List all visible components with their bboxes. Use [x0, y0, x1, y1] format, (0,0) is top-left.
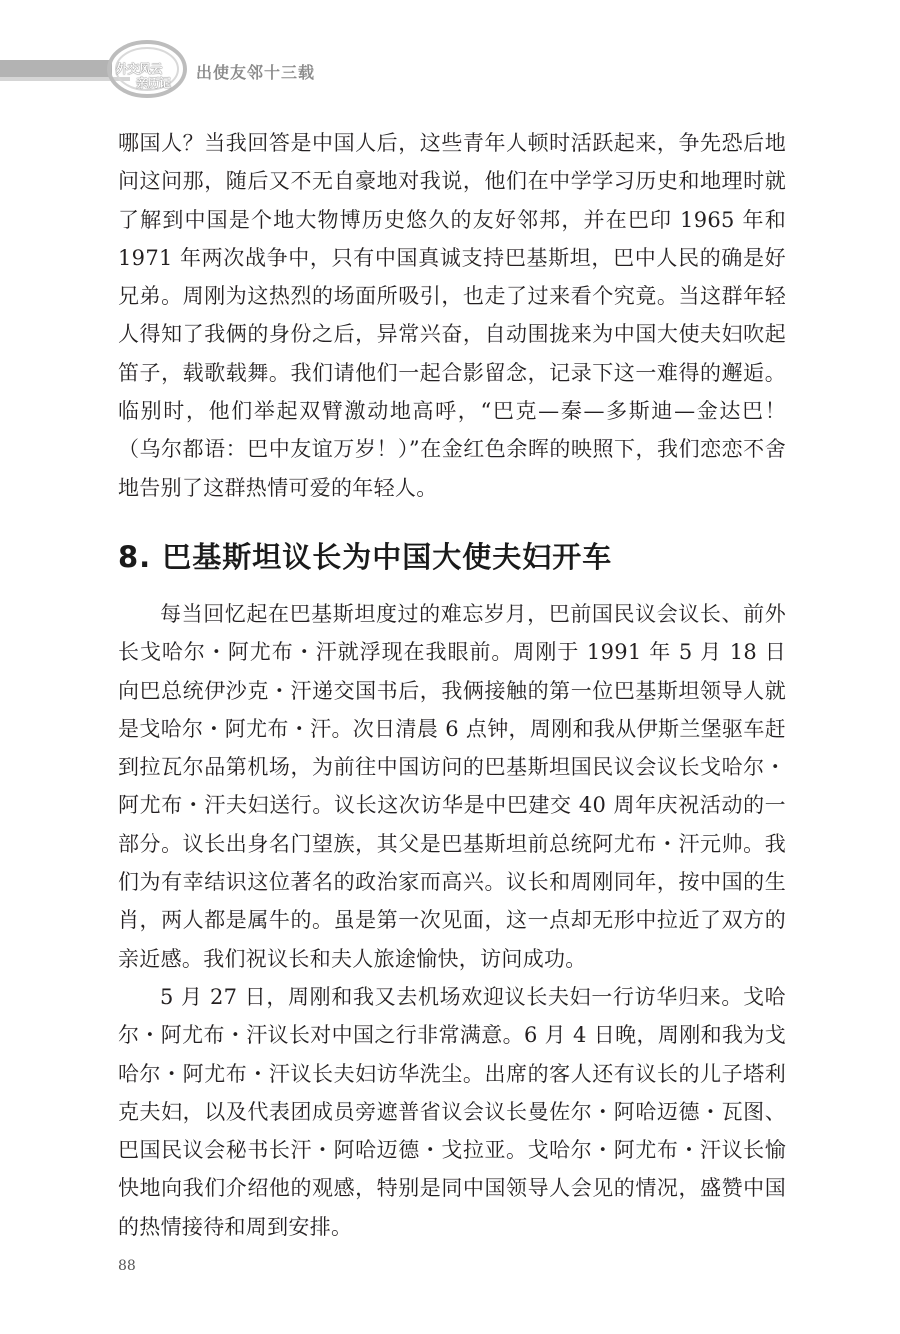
section-heading: 8. 巴基斯坦议长为中国大使夫妇开车 [118, 539, 613, 574]
series-name-line1: 外交风云 [116, 62, 163, 76]
section-paragraph: 5 月 27 日，周刚和我又去机场欢迎议长夫妇一行访华归来。戈哈尔・阿尤布・汗议长对中国之行非常满意。6 月 4 日晚，周刚和我为戈哈尔・阿尤布・汗议长夫妇访华洗尘。出席的客人还有议长的儿子塔利克夫妇，以及代表团成员旁遮普省议会议长曼佐尔・阿哈迈德・瓦图、巴国民议会秘书长汗・阿哈迈德・戈拉亚。戈哈尔・阿尤布・汗议长愉快地向我们介绍他的观感，特别是同中国领导人会见的情况，盛赞中国的热情接待和周到安排。 [118, 984, 786, 1239]
page-number: 88 [118, 1258, 136, 1274]
section-paragraph: 每当回忆起在巴基斯坦度过的难忘岁月，巴前国民议会议长、前外长戈哈尔・阿尤布・汗就浮现在我眼前。周刚于 1991 年 5 月 18 日向巴总统伊沙克・汗递交国书后，我俩接触的第一位巴基斯坦领导人就是戈哈尔・阿尤布・汗。次日清晨 6 点钟，周刚和我从伊斯兰堡驱车赶到拉瓦尔品第机场，为前往中国访问的巴基斯坦国民议会议长戈哈尔・阿尤布・汗夫妇送行。议长这次访华是中巴建交 40 周年庆祝活动的一部分。议长出身名门望族，其父是巴基斯坦前总统阿尤布・汗元帅。我们为有幸结识这位著名的政治家而高兴。议长和周刚同年，按中国的生肖，两人都是属牛的。虽是第一次见面，这一点却无形中拉近了双方的亲近感。我们祝议长和夫人旅途愉快，访问成功。 [118, 601, 786, 971]
book-title: 出使友邻十三载 [196, 63, 316, 82]
series-name-line2: 亲历记 [136, 76, 171, 90]
header-band [0, 60, 112, 77]
page-body [118, 124, 786, 1246]
paragraph-continued: 哪国人？当我回答是中国人后，这些青年人顿时活跃起来，争先恐后地问这问那，随后又不无自豪地对我说，他们在中学学习历史和地理时就了解到中国是个地大物博历史悠久的友好邻邦，并在巴印 1965 年和 1971 年两次战争中，只有中国真诚支持巴基斯坦，巴中人民的确是好兄弟。周刚为这热烈的场面所吸引，也走了过来看个究竟。当这群年轻人得知了我俩的身份之后，异常兴奋，自动围拢来为中国大使夫妇吹起笛子，载歌载舞。我们请他们一起合影留念，记录下这一难得的邂逅。临别时，他们举起双臂激动地高呼，“巴克—秦—多斯迪—金达巴！（乌尔都语：巴中友谊万岁！）”在金红色余晖的映照下，我们恋恋不舍地告别了这群热情可爱的年轻人。 [118, 131, 786, 500]
